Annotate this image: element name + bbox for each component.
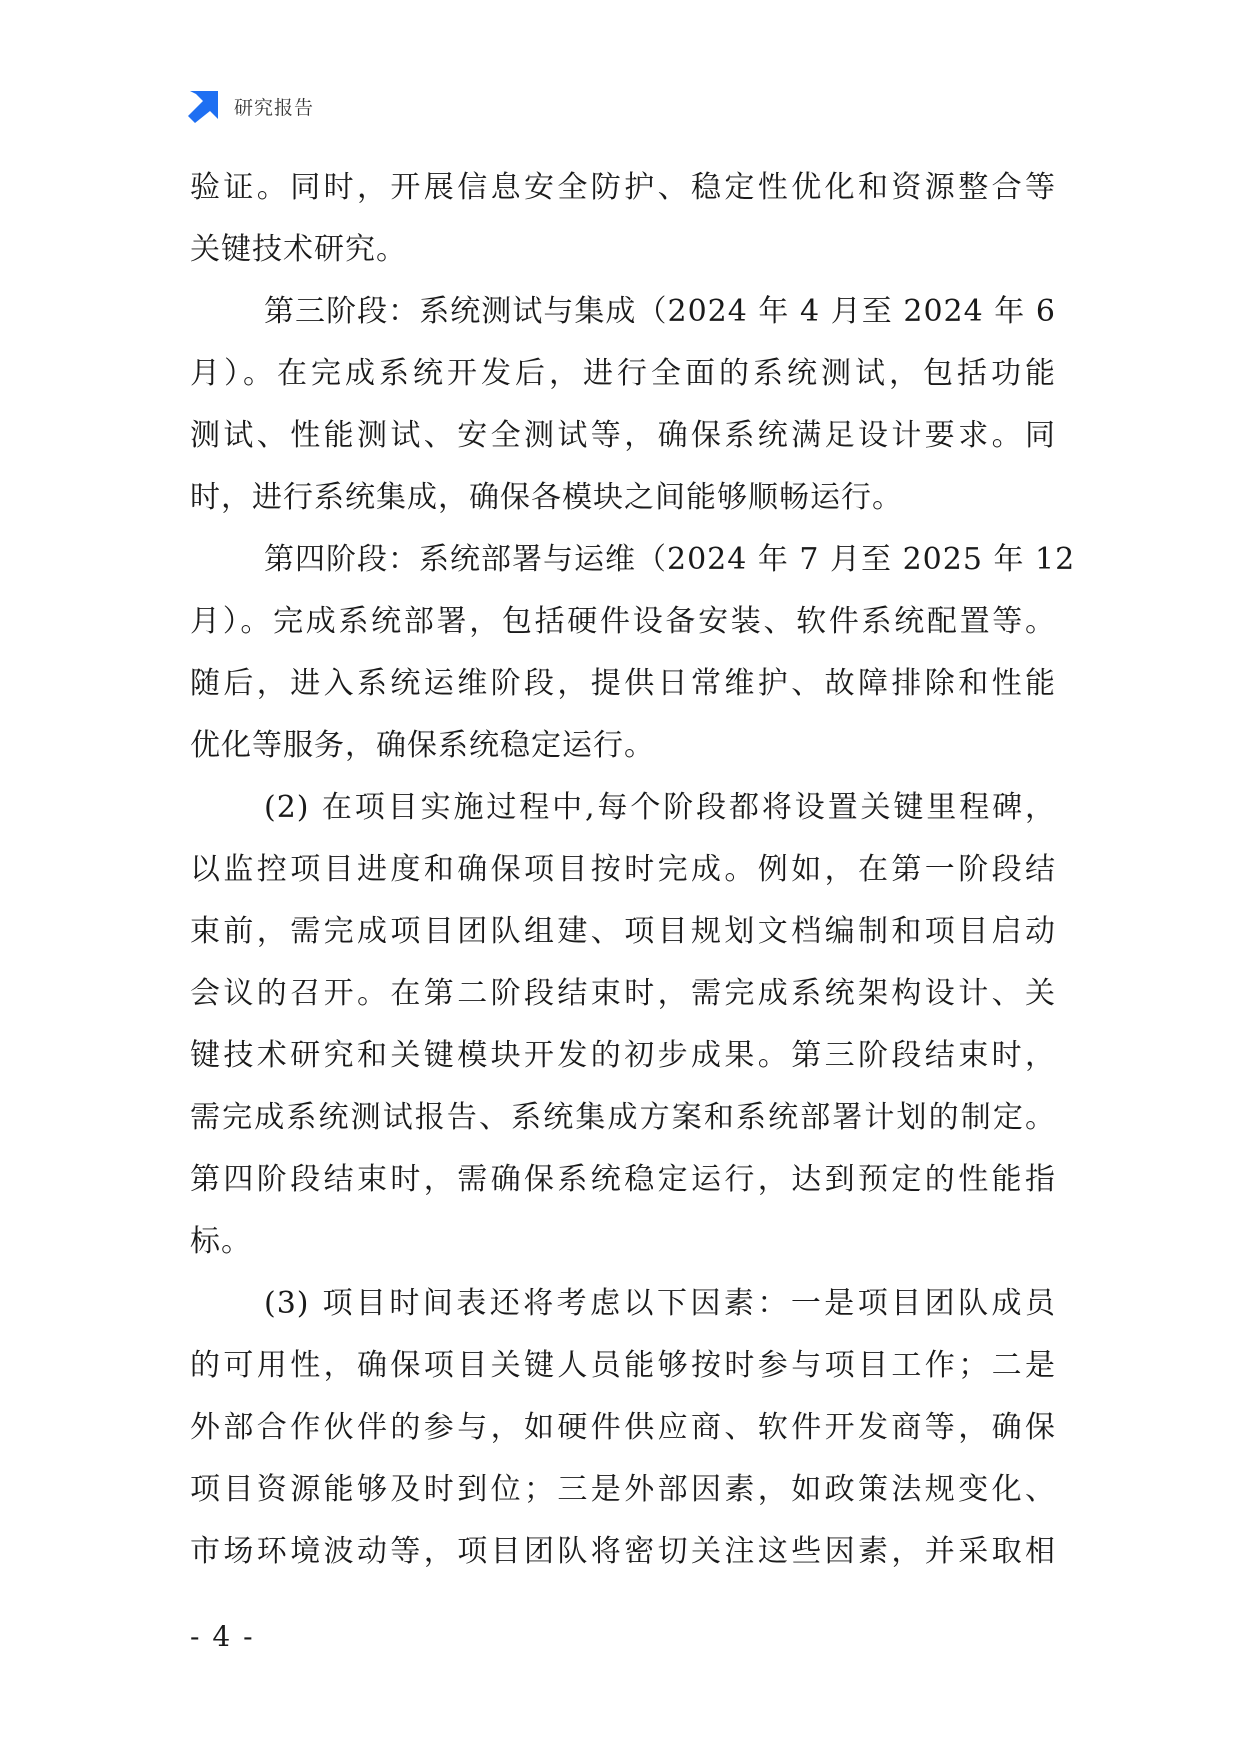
text-line: 键技术研究和关键模块开发的初步成果。第三阶段结束时， — [190, 1038, 1056, 1073]
text-line: 验证。同时，开展信息安全防护、稳定性优化和资源整合等 — [190, 170, 1056, 205]
text-line: 时，进行系统集成，确保各模块之间能够顺畅运行。 — [190, 480, 903, 515]
text-line: 外部合作伙伴的参与，如硬件供应商、软件开发商等，确保 — [190, 1410, 1056, 1445]
text-line: (2) 在项目实施过程中,每个阶段都将设置关键里程碑， — [264, 790, 1056, 825]
text-line: 月）。在完成系统开发后，进行全面的系统测试，包括功能 — [190, 356, 1056, 391]
text-line: 第三阶段：系统测试与集成（2024 年 4 月至 2024 年 6 — [264, 294, 1056, 329]
text-line: 需完成系统测试报告、系统集成方案和系统部署计划的制定。 — [190, 1100, 1056, 1135]
text-line: 束前，需完成项目团队组建、项目规划文档编制和项目启动 — [190, 914, 1056, 949]
text-line: 月）。完成系统部署，包括硬件设备安装、软件系统配置等。 — [190, 604, 1056, 639]
text-line: 优化等服务，确保系统稳定运行。 — [190, 728, 655, 763]
text-line: 的可用性，确保项目关键人员能够按时参与项目工作；二是 — [190, 1348, 1056, 1383]
text-line: 第四阶段：系统部署与运维（2024 年 7 月至 2025 年 12 — [264, 542, 1076, 577]
text-line: 随后，进入系统运维阶段，提供日常维护、故障排除和性能 — [190, 666, 1056, 701]
page-number: - 4 - — [190, 1620, 255, 1653]
text-line: 会议的召开。在第二阶段结束时，需完成系统架构设计、关 — [190, 976, 1056, 1011]
header-title: 研究报告 — [234, 96, 315, 119]
text-line: 市场环境波动等，项目团队将密切关注这些因素，并采取相 — [190, 1534, 1056, 1569]
text-line: 项目资源能够及时到位；三是外部因素，如政策法规变化、 — [190, 1472, 1056, 1507]
text-line: 标。 — [190, 1224, 252, 1259]
text-line: (3) 项目时间表还将考虑以下因素：一是项目团队成员 — [264, 1286, 1056, 1321]
text-line: 第四阶段结束时，需确保系统稳定运行，达到预定的性能指 — [190, 1162, 1056, 1197]
arrow-up-right-icon — [186, 89, 220, 123]
text-line: 以监控项目进度和确保项目按时完成。例如，在第一阶段结 — [190, 852, 1056, 887]
text-line: 测试、性能测试、安全测试等，确保系统满足设计要求。同 — [190, 418, 1056, 453]
report-header — [186, 88, 314, 124]
text-line: 关键技术研究。 — [190, 232, 407, 267]
document-body — [190, 157, 1076, 1583]
